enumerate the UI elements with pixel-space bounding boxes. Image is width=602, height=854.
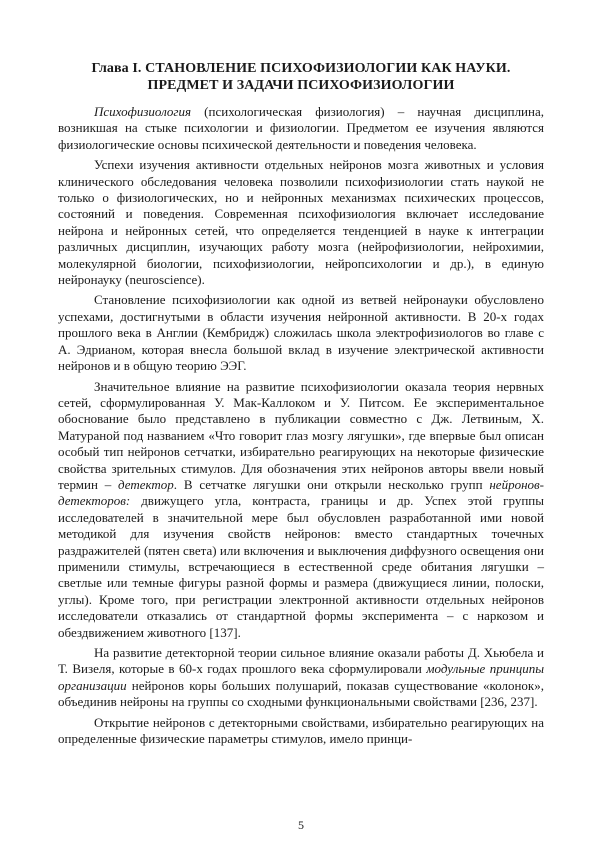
paragraph-detector-discovery: Открытие нейронов с детекторными свойствами, избирательно реагирующих на определенные физические параметры стимулов, имело принци- bbox=[58, 714, 544, 747]
paragraph-neural-networks-text-a: Значительное влияние на развитие психофизиологии оказала теория нервных сетей, сформулированная У. Мак-Каллоком и У. Питсом. Ее экспериментальное обоснование было представлено в публикации совместно с Дж. Летвиным, Х. Матураной под названием «Что говорит глаз мозгу лягушки», где впервые был описан особый тип нейронов сетчатки, избирательно реагирующих на некоторые физические свойства зрительных стимулов. Для обозначения этих нейронов авторы ввели новый термин – bbox=[58, 378, 544, 492]
chapter-title-line-1: Глава I. СТАНОВЛЕНИЕ ПСИХОФИЗИОЛОГИИ КАК НАУКИ. bbox=[91, 61, 511, 76]
term-detector-neurons: нейронов-детекторов: bbox=[58, 476, 544, 509]
paragraph-detector-theory-text-a: На развитие детекторной теории сильное влияние оказали работы Д. Хьюбела и Т. Визеля, которые в 60-х годах прошлого века сформулировали bbox=[58, 645, 544, 677]
paragraph-detector-theory bbox=[58, 645, 544, 711]
chapter-title bbox=[58, 60, 544, 94]
term-modular-principles: модульные принципы организации bbox=[58, 661, 545, 693]
paragraph-detector-theory-text-b: нейронов коры больших полушарий, показав существование «колонок», объединив нейроны на группы со сходными функциональными свойствами [236, 237]. bbox=[58, 677, 544, 710]
paragraph-definition bbox=[58, 104, 544, 153]
chapter-title-line-2: ПРЕДМЕТ И ЗАДАЧИ ПСИХОФИЗИОЛОГИИ bbox=[147, 78, 455, 93]
term-detector: детектор bbox=[118, 476, 174, 492]
paragraph-neuroscience-origin: Становление психофизиологии как одной из ветвей нейронауки обусловлено успехами, достигнутыми в области изучения нейронной активности. В 20-х годах прошлого века в Англии (Кембридж) сложилась школа электрофизиологов во главе с А. Эдрианом, которая внесла большой вклад в изучение электрической активности нейронов и в общую теорию ЭЭГ. bbox=[58, 292, 544, 374]
paragraph-definition-text: (психологическая физиология) – научная дисциплина, возникшая на стыке психологии и физиологии. Предметом ее изучения являются физиологические основы психической деятельности и поведения человека. bbox=[58, 104, 544, 152]
paragraph-neural-networks-text-c: движущего угла, контраста, границы и др. Успех этой группы исследователей в значительной мере был обусловлен разработанной ими новой методикой для изучения свойств нейронов: вместо стандартных точечных раздражителей (пятен света) или включения и выключения диффузного освещения они применили стимулы, встречающиеся в естественной среде обитания лягушки – светлые или темные фигуры разной формы и размера (движущиеся линии, полоски, углы). Кроме того, при регистрации электронной активности отдельных нейронов исследователи отказались от стандартной формы эксперимента – с наркозом и обездвижением животного [137]. bbox=[58, 493, 544, 640]
paragraph-neural-networks bbox=[58, 379, 544, 642]
paragraph-neural-networks-text-b: . В сетчатке лягушки они открыли несколько групп bbox=[173, 476, 490, 492]
paragraph-neuron-studies: Успехи изучения активности отдельных нейронов мозга животных и условия клинического обследования человека позволили психофизиологии стать наукой не только о физиологических, но и нейронных механизмах психических процессов, состояний и поведения. Современная психофизиология включает исследование нейрона и нейронных сетей, что определяется тенденцией в науке к интеграции различных дисциплин, изучающих работу мозга (нейрофизиологии, нейрохимии, молекулярной биологии, психофизиологии, нейропсихологии и др.), в единую нейронауку (neuroscience). bbox=[58, 157, 544, 288]
term-psychophysiology: Психофизиология bbox=[94, 104, 192, 119]
page-number: 5 bbox=[298, 818, 304, 832]
